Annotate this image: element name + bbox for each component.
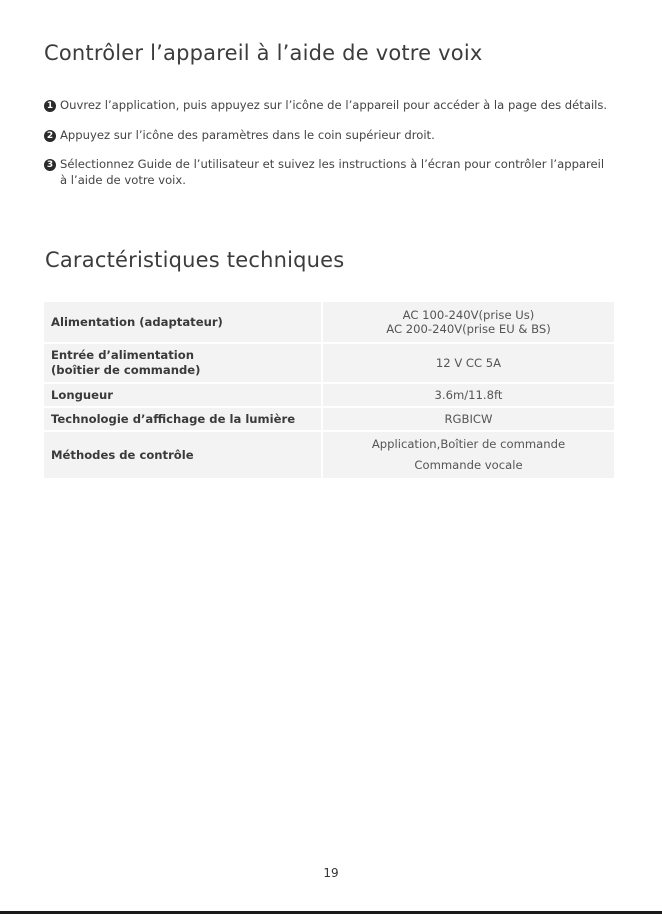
specifications-table [42, 300, 616, 480]
step-number-badge: 2 [44, 130, 56, 142]
step-text: Ouvrez l’application, puis appuyez sur l’icône de l’appareil pour accéder à la page des détails. [60, 98, 608, 112]
step-text: Appuyez sur l’icône des paramètres dans le coin supérieur droit. [60, 127, 435, 142]
spec-label: Entrée d’alimentation (boîtier de commande) [43, 343, 322, 383]
voice-control-heading: Contrôler l’appareil à l’aide de votre voix [44, 41, 483, 65]
spec-label: Méthodes de contrôle [43, 431, 322, 479]
step-text: Sélectionnez Guide de l’utilisateur et suivez les instructions à l’écran pour contrôler l’appareil à l’aide de votre voix. [60, 157, 605, 187]
spec-label: Technologie d’affichage de la lumière [43, 407, 322, 431]
step-number-badge: 3 [44, 159, 56, 171]
spec-label: Alimentation (adaptateur) [43, 301, 322, 343]
step-1 [44, 98, 614, 114]
spec-row-power-supply [43, 301, 615, 343]
page-number: 19 [323, 866, 339, 880]
spec-row-length [43, 383, 615, 407]
step-2 [44, 128, 614, 144]
instruction-steps [44, 98, 614, 202]
spec-value: 3.6m/11.8ft [322, 383, 615, 407]
step-3 [44, 157, 614, 188]
spec-value: 12 V CC 5A [322, 343, 615, 383]
spec-label: Longueur [43, 383, 322, 407]
spec-row-control-methods [43, 431, 615, 479]
spec-row-power-input [43, 343, 615, 383]
step-number-badge: 1 [44, 100, 56, 112]
spec-value: Application,Boîtier de commande Commande vocale [322, 431, 615, 479]
spec-value: AC 100-240V(prise Us) AC 200-240V(prise EU & BS) [322, 301, 615, 343]
spec-value: RGBICW [322, 407, 615, 431]
spec-row-light-technology [43, 407, 615, 431]
specifications-heading: Caractéristiques techniques [45, 248, 345, 272]
